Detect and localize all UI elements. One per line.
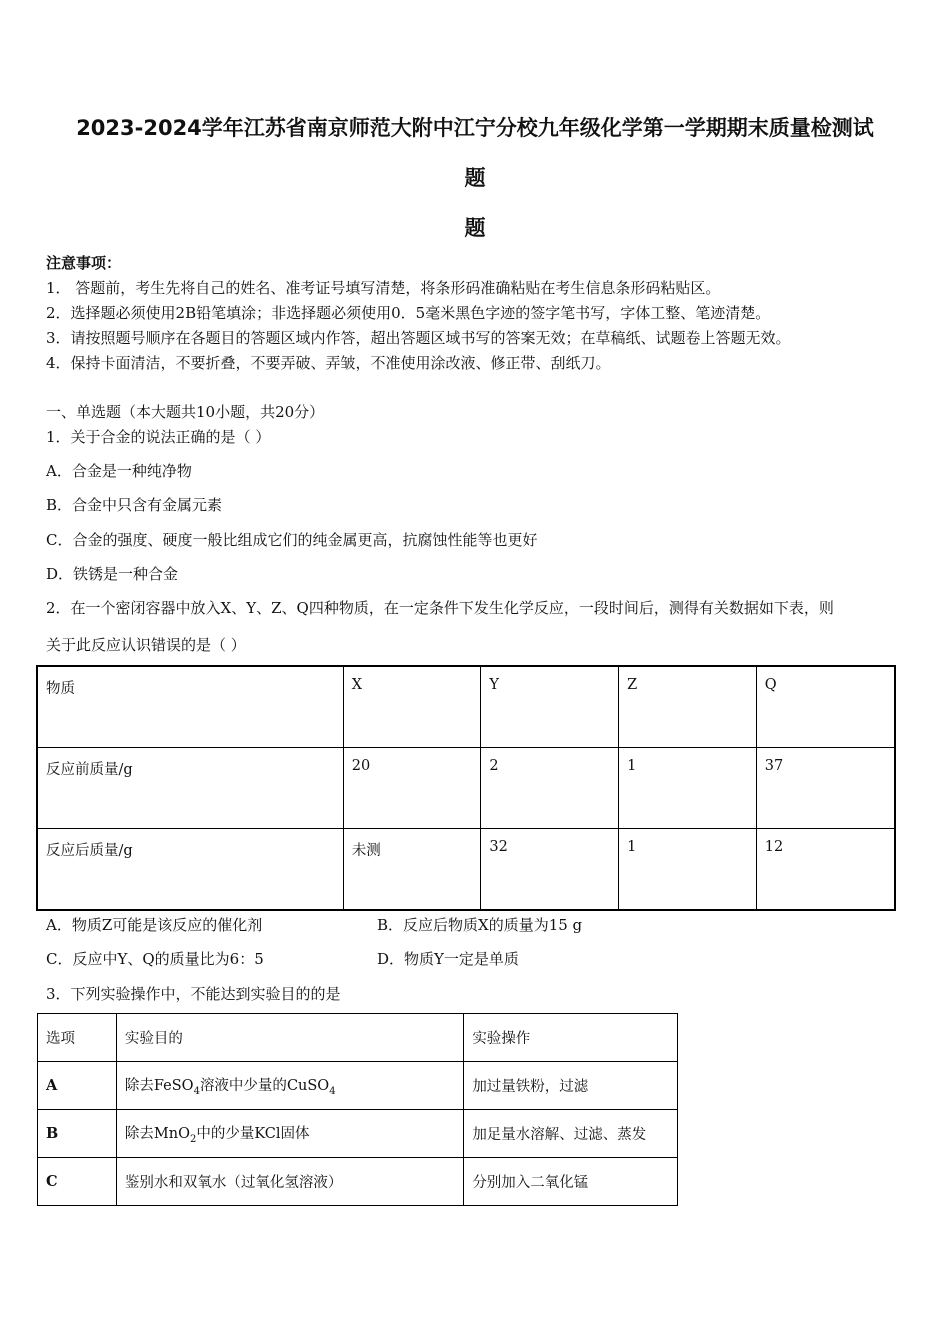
- table-cell: Z: [619, 666, 757, 748]
- table-cell: Y: [481, 666, 619, 748]
- question-2-option-b: B．反应后物质X的质量为15 g: [377, 916, 583, 934]
- table-cell: Q: [756, 666, 895, 748]
- table-cell: 实验目的: [116, 1014, 463, 1062]
- chemical-formula: MnO: [153, 1126, 190, 1143]
- table-cell: 37: [756, 748, 895, 829]
- table-cell: 反应前质量/g: [37, 748, 343, 829]
- question-1-option-a: A．合金是一种纯净物: [46, 462, 192, 480]
- text-fragment: 固体: [280, 1126, 310, 1143]
- question-2-option-d: D．物质Y一定是单质: [377, 950, 519, 968]
- table-cell: 2: [481, 748, 619, 829]
- notice-heading: 注意事项：: [46, 254, 122, 272]
- page-title-extra: 题: [464, 216, 486, 240]
- table-row: [37, 829, 895, 911]
- table-cell: 32: [481, 829, 619, 911]
- question-2-data-table: [36, 665, 896, 911]
- question-1-option-d: D．铁锈是一种合金: [46, 565, 179, 583]
- purpose-cell: [116, 1062, 463, 1110]
- question-2-option-a: A．物质Z可能是该反应的催化剂: [46, 916, 263, 934]
- option-letter: B: [38, 1110, 117, 1158]
- operation-cell: 加过量铁粉，过滤: [464, 1062, 678, 1110]
- text-fragment: 除去: [124, 1126, 154, 1143]
- notice-item: 2．选择题必须使用2B铅笔填涂；非选择题必须使用0．5毫米黑色字迹的签字笔书写，字体工整、笔迹清楚。: [46, 304, 771, 322]
- question-3-stem: 3．下列实验操作中，不能达到实验目的的是: [46, 985, 341, 1003]
- text-fragment: 溶液中少量的: [199, 1078, 287, 1095]
- table-cell: 实验操作: [464, 1014, 678, 1062]
- purpose-cell: [116, 1110, 463, 1158]
- chemical-formula: CuSO: [286, 1078, 330, 1095]
- subscript: 4: [329, 1085, 336, 1097]
- table-cell: 1: [619, 748, 757, 829]
- notice-item: 3．请按照题号顺序在各题目的答题区域内作答，超出答题区域书写的答案无效；在草稿纸、试题卷上答题无效。: [46, 329, 791, 347]
- chemical-formula: FeSO: [153, 1078, 194, 1095]
- option-letter: C: [38, 1158, 117, 1206]
- table-row: [38, 1110, 678, 1158]
- table-cell: 1: [619, 829, 757, 911]
- page-title-continued: 题: [464, 166, 486, 190]
- question-2-option-c: C．反应中Y、Q的质量比为6：5: [46, 950, 264, 968]
- subscript: 4: [193, 1085, 200, 1097]
- table-cell: 物质: [37, 666, 343, 748]
- question-3-options-table: [37, 1013, 678, 1206]
- table-header-row: [37, 666, 895, 748]
- question-2-stem-continued: 关于此反应认识错误的是（ ）: [46, 636, 246, 654]
- question-2-stem: 2．在一个密闭容器中放入X、Y、Z、Q四种物质，在一定条件下发生化学反应，一段时间后，测得有关数据如下表，则: [46, 599, 834, 617]
- table-row: [38, 1158, 678, 1206]
- text-fragment: 中的少量: [196, 1126, 255, 1143]
- table-row: [38, 1062, 678, 1110]
- subscript: 2: [189, 1133, 197, 1145]
- question-1-option-b: B．合金中只含有金属元素: [46, 496, 223, 514]
- table-cell: X: [343, 666, 481, 748]
- table-row: [37, 748, 895, 829]
- section-heading: 一、单选题（本大题共10小题，共20分）: [46, 403, 325, 421]
- notice-item: 4．保持卡面清洁，不要折叠，不要弄破、弄皱，不准使用涂改液、修正带、刮纸刀。: [46, 354, 611, 372]
- table-cell: 反应后质量/g: [37, 829, 343, 911]
- question-1-option-c: C．合金的强度、硬度一般比组成它们的纯金属更高，抗腐蚀性能等也更好: [46, 531, 538, 549]
- operation-cell: 加足量水溶解、过滤、蒸发: [464, 1110, 678, 1158]
- option-letter: A: [38, 1062, 117, 1110]
- question-1-stem: 1．关于合金的说法正确的是（ ）: [46, 428, 271, 446]
- notice-item: 1． 答题前，考生先将自己的姓名、准考证号填写清楚，将条形码准确粘贴在考生信息条形码粘贴区。: [46, 279, 721, 297]
- text-fragment: 除去: [124, 1078, 154, 1095]
- table-cell: 选项: [38, 1014, 117, 1062]
- table-cell: 12: [756, 829, 895, 911]
- purpose-cell: 鉴别水和双氧水（过氧化氢溶液）: [116, 1158, 463, 1206]
- operation-cell: 分别加入二氧化锰: [464, 1158, 678, 1206]
- table-header-row: [38, 1014, 678, 1062]
- chemical-formula: KCl: [254, 1126, 281, 1143]
- table-cell: 20: [343, 748, 481, 829]
- table-cell: 未测: [343, 829, 481, 911]
- page-title: 2023-2024学年江苏省南京师范大附中江宁分校九年级化学第一学期期末质量检测试: [76, 116, 874, 140]
